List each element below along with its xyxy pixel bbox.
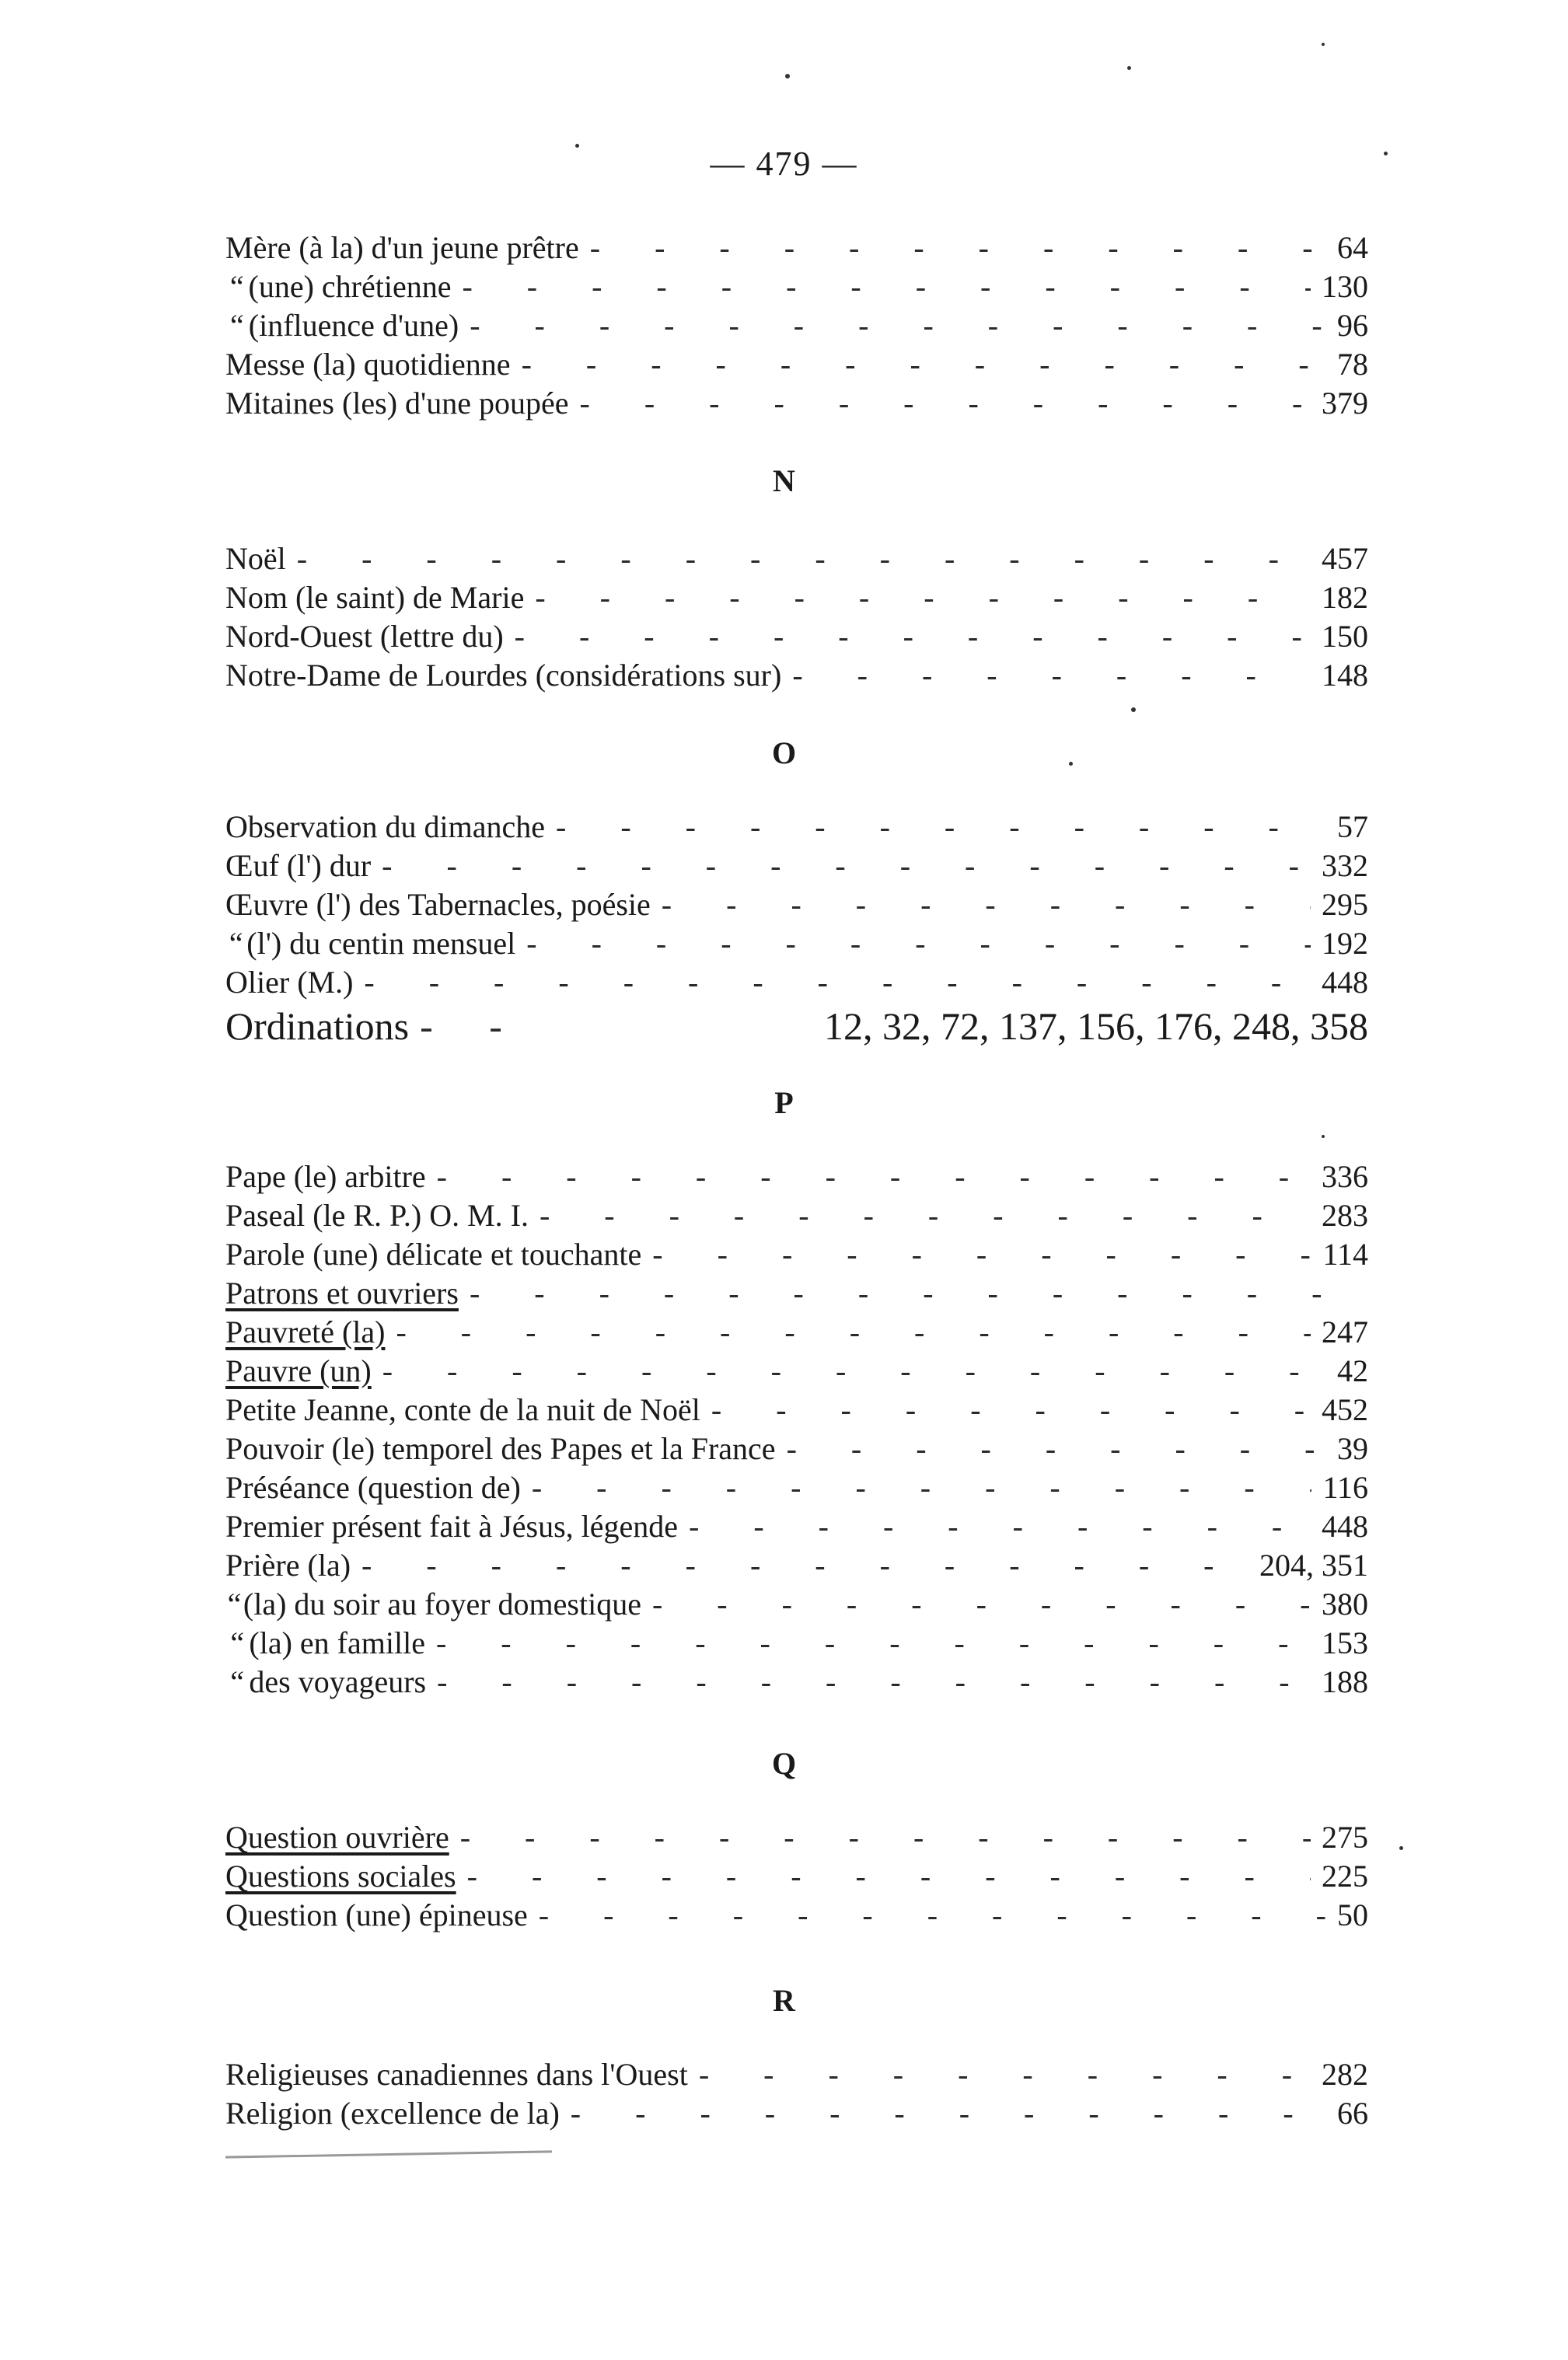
index-entry: [225, 1469, 1368, 1506]
index-entry: [225, 657, 1368, 694]
scan-speck: [1384, 152, 1388, 155]
entry-label: Mitaines (les) d'une poupée: [225, 386, 569, 421]
entry-pages: 78: [1337, 347, 1368, 382]
index-entry: [225, 307, 1368, 344]
index-entry: [225, 1586, 1368, 1623]
entry-label: Préséance (question de): [225, 1470, 521, 1505]
entry-label: Pauvreté (la): [225, 1314, 386, 1349]
leader-dots: [437, 1158, 1311, 1196]
leader-dots: [792, 657, 1311, 694]
index-entry: [225, 964, 1368, 1001]
leader-dots: [532, 1469, 1312, 1506]
ditto-mark: “: [230, 1664, 245, 1699]
index-entry: [225, 925, 1368, 962]
leader-dots: [515, 618, 1311, 655]
index-entry: [225, 1547, 1368, 1584]
leader-dots: [437, 1664, 1311, 1701]
index-entry: [225, 268, 1368, 305]
entry-label: Messe (la) quotidienne: [225, 347, 511, 382]
leader-dots: [662, 886, 1311, 923]
index-entry: [225, 1430, 1368, 1468]
entry-label: (une) chrétienne: [248, 269, 452, 304]
scan-speck: [1131, 707, 1136, 712]
index-entry: [225, 1275, 1368, 1312]
entry-label: Questions sociales: [225, 1859, 456, 1894]
index-entry: [225, 1819, 1368, 1856]
entry-pages: 448: [1322, 1509, 1368, 1544]
index-entry: [225, 886, 1368, 923]
entry-label: (l') du centin mensuel: [246, 926, 516, 961]
leader-dots: [699, 2056, 1311, 2093]
entry-pages: 39: [1337, 1431, 1368, 1466]
index-entry: [225, 1858, 1368, 1895]
entry-pages: 114: [1322, 1237, 1368, 1272]
index-entry: [225, 1897, 1368, 1934]
scan-speck: [1322, 43, 1325, 46]
scan-speck: [1069, 762, 1073, 766]
ditto-mark: “: [229, 269, 244, 304]
index-entry: [225, 1353, 1368, 1390]
section-letter-o: O: [771, 735, 797, 770]
leader-dots: [297, 540, 1311, 578]
index-entry: [225, 1625, 1368, 1662]
entry-pages: 153: [1322, 1625, 1368, 1660]
scan-speck: [785, 74, 790, 79]
index-entry: [225, 1158, 1368, 1196]
leader-dots: [436, 1625, 1311, 1662]
leader-dots: [787, 1430, 1326, 1468]
entry-pages: 275: [1322, 1820, 1368, 1855]
entry-label: Prière (la): [225, 1548, 351, 1583]
entry-label: Petite Jeanne, conte de la nuit de Noël: [225, 1392, 700, 1427]
leader-dots: [540, 1197, 1311, 1234]
entry-label: Observation du dimanche: [225, 809, 545, 844]
entry-pages: 247: [1322, 1314, 1368, 1349]
leader-dots: [526, 925, 1311, 962]
entry-pages: 225: [1322, 1859, 1368, 1894]
leader-dots: [571, 2095, 1326, 2132]
leader-dots: [462, 268, 1311, 305]
scan-speck: [1322, 1135, 1325, 1138]
entry-pages: 50: [1337, 1897, 1368, 1932]
entry-pages: 116: [1322, 1470, 1368, 1505]
index-entry: [225, 1314, 1368, 1351]
entry-label: Mère (à la) d'un jeune prêtre: [225, 230, 579, 265]
leader-dots: [522, 346, 1326, 383]
leader-dots: [420, 1003, 544, 1049]
entry-pages: 188: [1322, 1664, 1368, 1699]
entry-label: Noël: [225, 541, 286, 576]
leader-dots: [580, 385, 1311, 422]
entry-pages: 336: [1322, 1159, 1368, 1194]
index-entry: [225, 2095, 1368, 2132]
index-entry: [225, 1236, 1368, 1273]
entry-pages: 130: [1322, 269, 1368, 304]
entry-pages: 295: [1322, 887, 1368, 922]
entry-label: Religion (excellence de la): [225, 2096, 560, 2131]
index-entry: [225, 847, 1368, 885]
leader-dots: [467, 1858, 1311, 1895]
entry-label: Œuvre (l') des Tabernacles, poésie: [225, 887, 651, 922]
entry-pages: 282: [1322, 2057, 1368, 2092]
entry-label: Premier présent fait à Jésus, légende: [225, 1509, 679, 1544]
entry-pages: 148: [1322, 658, 1368, 693]
entry-label: Question (une) épineuse: [225, 1897, 528, 1932]
leader-dots: [711, 1391, 1311, 1429]
index-entry: [225, 540, 1368, 578]
section-letter-n: N: [773, 463, 795, 498]
entry-pages: 57: [1337, 809, 1368, 844]
index-entry: [225, 1391, 1368, 1429]
entry-label: (influence d'une): [248, 308, 459, 343]
index-entry: [225, 1508, 1368, 1545]
entry-label: (la) du soir au foyer domestique: [243, 1587, 641, 1622]
entry-label: Nord-Ouest (lettre du): [225, 619, 504, 654]
entry-label: Pouvoir (le) temporel des Papes et la France: [225, 1431, 776, 1466]
entry-pages: 42: [1337, 1353, 1368, 1388]
entry-pages: 182: [1322, 580, 1368, 615]
entry-label: Question ouvrière: [225, 1820, 449, 1855]
page-number: — 479 —: [710, 145, 858, 183]
ditto-mark: “: [230, 1625, 245, 1660]
entry-pages: 192: [1322, 926, 1368, 961]
entry-label: Pape (le) arbitre: [225, 1159, 426, 1194]
entry-pages: 380: [1322, 1587, 1368, 1622]
entry-pages: 64: [1337, 230, 1368, 265]
entry-label: (la) en famille: [249, 1625, 425, 1660]
entry-label: Œuf (l') dur: [225, 848, 372, 883]
entry-pages: 283: [1322, 1198, 1368, 1233]
index-entry: [225, 385, 1368, 422]
section-letter-p: P: [774, 1085, 794, 1120]
entry-pages: 452: [1322, 1392, 1368, 1427]
entry-label: Parole (une) délicate et touchante: [225, 1237, 642, 1272]
section-letter-r: R: [773, 1983, 795, 2018]
entry-pages: 204, 351: [1259, 1548, 1368, 1583]
entry-pages: 12, 32, 72, 137, 156, 176, 248, 358: [824, 1004, 1368, 1048]
entry-label: Religieuses canadiennes dans l'Ouest: [225, 2057, 688, 2092]
entry-label: Patrons et ouvriers: [225, 1276, 459, 1311]
entry-label: Nom (le saint) de Marie: [225, 580, 525, 615]
leader-dots: [460, 1819, 1311, 1856]
ditto-mark: “: [227, 1587, 242, 1622]
index-entry: [225, 618, 1368, 655]
section-letter-q: Q: [771, 1746, 797, 1781]
leader-dots: [396, 1314, 1311, 1351]
leader-dots: [361, 1547, 1248, 1584]
index-entry: [225, 2056, 1368, 2093]
index-entry: [225, 229, 1368, 267]
entry-pages: 448: [1322, 965, 1368, 1000]
leader-dots: [470, 307, 1326, 344]
entry-pages: 66: [1337, 2096, 1368, 2131]
leader-dots: [535, 579, 1311, 616]
entry-pages: 332: [1322, 848, 1368, 883]
index-entry: [225, 346, 1368, 383]
index-entry: [225, 1664, 1368, 1701]
leader-dots: [382, 847, 1311, 885]
scan-speck: [575, 144, 579, 148]
entry-label: Notre-Dame de Lourdes (considérations sur): [225, 658, 782, 693]
entry-pages: 96: [1337, 308, 1368, 343]
index-entry: [225, 808, 1368, 846]
leader-dots: [364, 964, 1311, 1001]
entry-pages: 379: [1322, 386, 1368, 421]
scan-speck: [1127, 66, 1131, 70]
leader-dots: [590, 229, 1326, 267]
ditto-mark: “: [230, 308, 244, 343]
pencil-rule: [225, 2150, 552, 2158]
leader-dots: [382, 1353, 1326, 1390]
leader-dots: [652, 1586, 1311, 1623]
ditto-mark: “: [229, 926, 243, 961]
entry-label: Pauvre (un): [225, 1353, 372, 1388]
entry-pages: 150: [1322, 619, 1368, 654]
leader-dots: [689, 1508, 1311, 1545]
entry-pages: 457: [1322, 541, 1368, 576]
leader-dots: [470, 1275, 1357, 1312]
entry-label: des voyageurs: [249, 1664, 427, 1699]
index-entry: [225, 579, 1368, 616]
entry-label: Ordinations: [225, 1004, 410, 1048]
leader-dots: [556, 808, 1326, 846]
leader-dots: [539, 1897, 1326, 1934]
leader-dots: [652, 1236, 1311, 1273]
scan-speck: [1399, 1846, 1403, 1850]
index-entry-ordinations: [225, 1003, 1368, 1049]
entry-label: Paseal (le R. P.) O. M. I.: [225, 1198, 529, 1233]
index-entry: [225, 1197, 1368, 1234]
entry-label: Olier (M.): [225, 965, 354, 1000]
